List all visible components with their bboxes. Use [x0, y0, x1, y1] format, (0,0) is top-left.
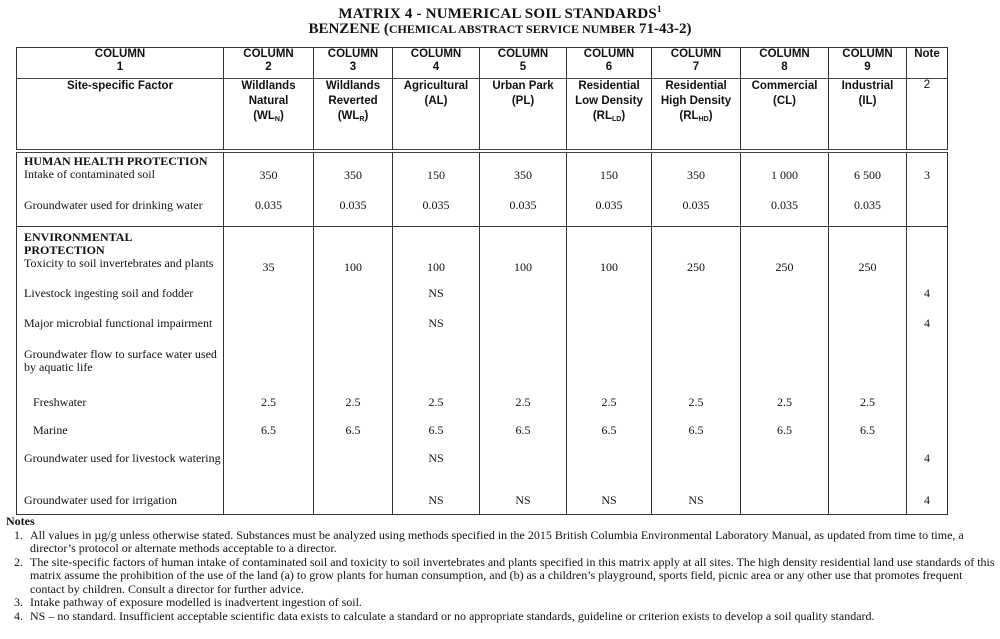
standard-value	[829, 345, 907, 392]
standard-value	[567, 452, 652, 494]
standard-value: 0.035	[480, 191, 567, 227]
standard-value: 250	[829, 227, 907, 282]
note-item: 3. Intake pathway of exposure modelled is inadvertent ingestion of soil.	[26, 596, 996, 610]
standard-value: 250	[741, 227, 829, 282]
land-use-header	[314, 79, 393, 152]
land-use-header	[652, 79, 741, 152]
factor-cell	[17, 424, 224, 452]
standard-value: 6.5	[393, 424, 480, 452]
column-header	[741, 48, 829, 79]
standard-value	[393, 345, 480, 392]
standard-value	[314, 452, 393, 494]
land-use-header	[829, 79, 907, 152]
standard-value: 2.5	[741, 392, 829, 424]
land-use-header	[480, 79, 567, 152]
standard-value: 350	[224, 151, 314, 191]
note-item: 1. All values in µg/g unless otherwise stated. Substances must be analyzed using methods specified in the 2015 British Columbia Environmental Laboratory Manual, as updated from time to time, a director’s protocol or alternate methods acceptable to a director.	[26, 529, 996, 556]
standard-value: 250	[652, 227, 741, 282]
table-row	[17, 191, 948, 227]
note-ref	[907, 424, 948, 452]
substance-title	[0, 21, 1000, 38]
table-row	[17, 151, 948, 191]
code-text: (WL	[253, 110, 275, 122]
standard-value	[480, 281, 567, 315]
standard-value	[829, 315, 907, 345]
cas-number: 71-43-2)	[635, 21, 692, 37]
section-title: HUMAN HEALTH PROTECTION	[24, 154, 208, 168]
standard-value	[829, 494, 907, 515]
notes-list	[6, 529, 996, 624]
column-label: COLUMN	[583, 48, 635, 60]
standard-value: 2.5	[652, 392, 741, 424]
note-column-header: Note	[907, 48, 948, 79]
standard-value: 1 000	[741, 151, 829, 191]
standard-value	[741, 315, 829, 345]
column-number: 3	[349, 61, 357, 73]
table-row	[17, 315, 948, 345]
factor-label: Livestock ingesting soil and fodder	[24, 286, 194, 300]
column-header	[652, 48, 741, 79]
standard-value: 6.5	[829, 424, 907, 452]
land-use-code	[829, 94, 906, 109]
note-ref	[907, 227, 948, 282]
standard-value	[741, 281, 829, 315]
column-label: COLUMN	[842, 48, 893, 60]
standard-value	[224, 452, 314, 494]
note-ref: 4	[907, 315, 948, 345]
factor-cell	[17, 345, 224, 392]
standard-value: 6 500	[829, 151, 907, 191]
standard-value: 0.035	[224, 191, 314, 227]
column-header	[314, 48, 393, 79]
note-ref	[907, 191, 948, 227]
standard-value	[567, 345, 652, 392]
standard-value	[314, 494, 393, 515]
standard-value: NS	[567, 494, 652, 515]
standard-value	[480, 315, 567, 345]
column-label: COLUMN	[410, 48, 462, 60]
column-number: 2	[265, 61, 272, 73]
standard-value: 100	[393, 227, 480, 282]
land-use-header	[224, 79, 314, 152]
standard-value: 0.035	[393, 191, 480, 227]
standard-value: NS	[652, 494, 741, 515]
note-ref: 4	[907, 281, 948, 315]
code-subscript: R	[359, 116, 365, 123]
standard-value: 0.035	[829, 191, 907, 227]
land-use-header	[393, 79, 480, 152]
column-label: COLUMN	[327, 48, 379, 60]
standard-value	[314, 281, 393, 315]
column-label: COLUMN	[670, 48, 722, 60]
standard-value: 2.5	[224, 392, 314, 424]
code-close: )	[621, 110, 626, 122]
land-use-name: Wildlands Reverted	[325, 80, 381, 107]
standard-value	[741, 345, 829, 392]
table-row	[17, 494, 948, 515]
column-number: 4	[432, 61, 440, 73]
factor-label: Freshwater	[33, 395, 87, 409]
standard-value: 6.5	[314, 424, 393, 452]
notes-section	[6, 515, 996, 623]
standard-value: 2.5	[829, 392, 907, 424]
standard-value: 6.5	[741, 424, 829, 452]
cas-label: CHEMICAL ABSTRACT SERVICE NUMBER	[388, 22, 636, 36]
column-number: 8	[781, 61, 788, 73]
substance-name: BENZENE (	[308, 21, 389, 37]
section-title: PROTECTION	[24, 243, 105, 257]
land-use-header	[741, 79, 829, 152]
standard-value	[567, 281, 652, 315]
note-ref	[907, 392, 948, 424]
note-item: 2. The site-specific factors of human intake of contaminated soil and toxicity to soil invertebrates and plants specified in this matrix apply at all sites. The high density residential land use standards of this matrix assume the prohibition of the use of the land (a) to grow plants for human consumption, and (b) as a children’s playground, sports field, picnic area or any other use that promotes frequent contact by children. Consult a director for further advice.	[26, 556, 996, 597]
land-use-code	[314, 109, 392, 127]
code-text: (RL	[592, 110, 612, 122]
land-use-code	[567, 109, 651, 127]
standard-value: 2.5	[393, 392, 480, 424]
factor-label: Groundwater flow to surface water used by aquatic life	[24, 347, 217, 374]
standard-value	[224, 494, 314, 515]
land-use-code	[224, 109, 313, 127]
standard-value: 0.035	[567, 191, 652, 227]
standard-value: 2.5	[314, 392, 393, 424]
standard-value: 100	[567, 227, 652, 282]
column-number: 9	[864, 61, 871, 73]
factor-cell	[17, 315, 224, 345]
standard-value	[741, 494, 829, 515]
factor-cell	[17, 151, 224, 191]
column-number: 1	[116, 61, 124, 73]
standard-value: 350	[480, 151, 567, 191]
land-use-name: Wildlands Natural	[241, 80, 296, 107]
code-text: (RL	[679, 110, 699, 122]
code-text: (IL)	[858, 95, 877, 107]
code-subscript: LD	[611, 116, 622, 123]
factor-cell	[17, 392, 224, 424]
table-row	[17, 281, 948, 315]
footnote-ref: 1	[656, 4, 662, 14]
column-label: COLUMN	[497, 48, 549, 60]
note-ref: 4	[907, 452, 948, 494]
standard-value: 150	[567, 151, 652, 191]
column-header	[829, 48, 907, 79]
column-header	[393, 48, 480, 79]
code-close: )	[279, 110, 284, 122]
standard-value: 6.5	[480, 424, 567, 452]
land-use-name: Industrial	[841, 80, 894, 92]
code-subscript: N	[274, 116, 280, 123]
standard-value: 150	[393, 151, 480, 191]
column-header	[224, 48, 314, 79]
factor-cell	[17, 452, 224, 494]
factor-label: Groundwater used for drinking water	[24, 198, 203, 212]
land-use-name: Agricultural	[403, 80, 469, 92]
land-use-header	[17, 79, 224, 152]
factor-cell	[17, 494, 224, 515]
standard-value: 350	[314, 151, 393, 191]
factor-label: Toxicity to soil invertebrates and plants	[24, 256, 214, 270]
note-ref	[907, 345, 948, 392]
note-ref: 3	[907, 151, 948, 191]
standard-value: 2.5	[567, 392, 652, 424]
standard-value: NS	[393, 452, 480, 494]
factor-cell	[17, 227, 224, 282]
land-use-name: Commercial	[751, 80, 818, 92]
standard-value	[314, 315, 393, 345]
factor-label: Groundwater used for livestock watering	[24, 451, 221, 465]
land-use-name: Residential Low Density	[575, 80, 643, 107]
table-row	[17, 227, 948, 282]
column-header	[17, 48, 224, 79]
standard-value: 0.035	[314, 191, 393, 227]
standard-value: 100	[480, 227, 567, 282]
land-use-code	[393, 94, 479, 109]
standard-value	[224, 345, 314, 392]
standard-value	[314, 345, 393, 392]
land-use-code	[652, 109, 740, 127]
code-subscript: HD	[698, 116, 709, 123]
standard-value	[652, 281, 741, 315]
column-label: COLUMN	[759, 48, 810, 60]
table-row	[17, 452, 948, 494]
section-title: ENVIRONMENTAL	[24, 230, 133, 244]
standard-value: 350	[652, 151, 741, 191]
standard-value: NS	[393, 281, 480, 315]
factor-label: Groundwater used for irrigation	[24, 493, 177, 507]
soil-standards-table	[16, 47, 948, 515]
code-text: (CL)	[773, 95, 796, 107]
matrix-title-text: MATRIX 4 - NUMERICAL SOIL STANDARDS	[338, 6, 657, 22]
column-number: 6	[605, 61, 613, 73]
standard-value: 0.035	[652, 191, 741, 227]
column-number: 5	[519, 61, 527, 73]
factor-label: Intake of contaminated soil	[24, 167, 155, 181]
land-use-header	[567, 79, 652, 152]
standard-value: 2.5	[480, 392, 567, 424]
column-number-row	[17, 48, 948, 79]
code-close: )	[708, 110, 713, 122]
standard-value: 6.5	[567, 424, 652, 452]
factor-label: Major microbial functional impairment	[24, 316, 213, 330]
note-ref: 2	[907, 79, 948, 152]
column-header	[567, 48, 652, 79]
factor-cell	[17, 281, 224, 315]
table-row	[17, 345, 948, 392]
factor-cell	[17, 191, 224, 227]
land-use-name: Residential High Density	[660, 80, 732, 107]
land-use-code	[741, 94, 828, 109]
standard-value: NS	[393, 315, 480, 345]
column-label: COLUMN	[243, 48, 294, 60]
standard-value: 35	[224, 227, 314, 282]
standard-value	[652, 345, 741, 392]
standard-value	[652, 452, 741, 494]
standard-value	[224, 315, 314, 345]
column-header	[480, 48, 567, 79]
standard-value	[741, 452, 829, 494]
standard-value	[480, 345, 567, 392]
note-item: 4. NS – no standard. Insufficient acceptable scientific data exists to calculate a standard or no appropriate standards, guideline or criterion exists to develop a soil quality standard.	[26, 610, 996, 624]
code-close: )	[364, 110, 369, 122]
standard-value: NS	[393, 494, 480, 515]
land-use-name: Site-specific Factor	[66, 80, 174, 92]
standard-value: NS	[480, 494, 567, 515]
column-label: COLUMN	[94, 48, 146, 60]
table-row	[17, 424, 948, 452]
standard-value: 0.035	[741, 191, 829, 227]
table-row	[17, 392, 948, 424]
column-number: 7	[692, 61, 700, 73]
land-use-row	[17, 79, 948, 152]
code-text: (AL)	[424, 95, 448, 107]
standard-value: 6.5	[224, 424, 314, 452]
land-use-code	[480, 94, 566, 109]
land-use-name: Urban Park	[492, 80, 554, 92]
code-text: (WL	[337, 110, 360, 122]
note-ref: 4	[907, 494, 948, 515]
standard-value: 6.5	[652, 424, 741, 452]
standard-value: 100	[314, 227, 393, 282]
notes-heading: Notes	[6, 514, 35, 528]
standard-value	[567, 315, 652, 345]
factor-label: Marine	[33, 423, 68, 437]
standard-value	[829, 281, 907, 315]
code-text: (PL)	[511, 95, 535, 107]
standard-value	[480, 452, 567, 494]
standard-value	[224, 281, 314, 315]
standard-value	[829, 452, 907, 494]
standard-value	[652, 315, 741, 345]
